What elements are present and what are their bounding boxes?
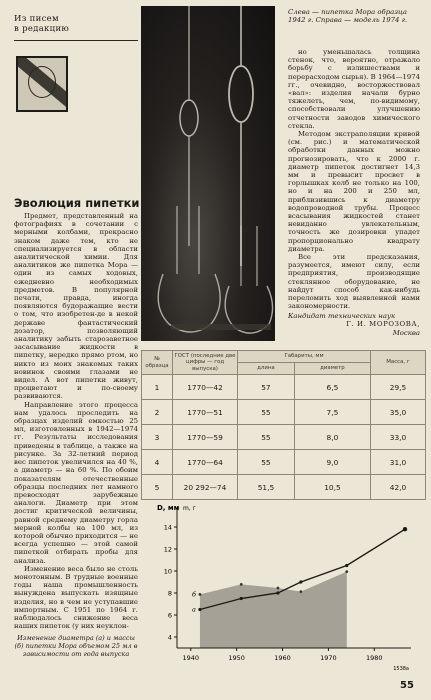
chart-caption: Изменение диаметра (а) и массы (б) пипетки Мора объемом 25 мл в зависимости от года выпуска xyxy=(14,634,138,658)
x-tick-label: 1940 xyxy=(182,654,200,662)
chart-credit: 1538а xyxy=(393,666,409,672)
rubric-line-2: в редакцию xyxy=(14,24,70,34)
table-row xyxy=(142,375,426,400)
header-dims: Габариты, мм xyxy=(238,351,371,363)
rubric xyxy=(14,14,69,34)
paragraph: Методом экстраполяции кривой (см. рис.) и математической обработки данных можно прогнозировать, что к 2000 г. диаметр пипеток достигнет 14,3 мм и превысит просвет в горлышках колб не только на 100, но и на 200 и 250 мл, приблизившись к диаметру водопроводной трубы. Процесс всасывания жидкостей станет невиданно увлекательным, точность же дозировки упадет пропорционально квадрату диаметра. xyxy=(288,130,420,253)
cell-mass: 42,0 xyxy=(371,475,426,500)
table-row xyxy=(142,475,426,500)
photo-caption: Слева — пипетка Мора образца 1942 г. Справа — модель 1974 г. xyxy=(288,8,408,25)
rubric-line-1: Из писем xyxy=(14,14,59,24)
y-tick-label: 4 xyxy=(167,633,172,642)
pipettes-illustration xyxy=(141,6,275,341)
cell-gost: 20 292—74 xyxy=(173,475,238,500)
cell-mass: 35,0 xyxy=(371,400,426,425)
cell-diameter: 9,0 xyxy=(294,450,370,475)
paragraph: Предмет, представленный на фотографиях в сочетании с мерными колбами, прекрасно знаком даже тем, кто не специализируется в области аналитической химии. Для аналитиков же пипетка Мора — один из самых ходовых, ежедневно необходимых предметов. В популярной печати, правда, иногда появляются будоражащие вести о том, что изобретен-де в некой державе фантастический дозатор, позволяющий аналитику забыть старозаветное засасывание жидкости в пипетку, нередко прямо ртом, но никто из моих знакомых таких новинок своими глазами не видел. А вот пипетки живут, процветают и по-своему развиваются. xyxy=(14,212,138,401)
cell-no: 1 xyxy=(142,375,173,400)
table-row xyxy=(142,400,426,425)
cell-no: 5 xyxy=(142,475,173,500)
cell-diameter: 6,5 xyxy=(294,375,370,400)
cell-length: 51,5 xyxy=(238,475,295,500)
header-gost: ГОСТ (последние две цифры — год выпуска) xyxy=(173,351,238,375)
series-label-a: а xyxy=(191,605,196,614)
mass-point xyxy=(277,587,280,590)
x-tick-label: 1960 xyxy=(274,654,291,662)
diameter-point xyxy=(276,591,279,594)
author-signature xyxy=(288,312,420,337)
rubric-emblem-icon xyxy=(16,56,68,112)
diameter-point xyxy=(240,597,243,600)
article-body-right xyxy=(288,48,420,311)
header-no: № образца xyxy=(142,351,173,375)
paragraph: Все эти предсказания, разумеется, имеют силу, если предприятия, производящие стеклянное оборудование, не найдут способ как-нибудь переломить ход выявленной нами закономерности. xyxy=(288,253,420,311)
x-tick-label: 1970 xyxy=(320,654,337,662)
diameter-point xyxy=(198,608,201,611)
y-axis-label: D, мм xyxy=(157,504,180,512)
mass-point xyxy=(299,590,302,593)
cell-length: 57 xyxy=(238,375,295,400)
mass-point xyxy=(240,583,243,586)
cell-gost: 1770—64 xyxy=(173,450,238,475)
mass-area xyxy=(200,572,347,648)
cell-length: 55 xyxy=(238,450,295,475)
cell-diameter: 8,0 xyxy=(294,425,370,450)
y-tick-label: 12 xyxy=(163,545,172,554)
y-tick-label: 8 xyxy=(167,589,172,598)
x-tick-label: 1950 xyxy=(228,654,245,662)
cell-mass: 33,0 xyxy=(371,425,426,450)
cell-mass: 31,0 xyxy=(371,450,426,475)
y-tick-label: 10 xyxy=(163,567,172,576)
paragraph: Изменение веса было не столь монотонным. В трудные военные годы наша промышленность вынуждена выпускать изящные изделия, но в чем не уступавшие импортным. С 1951 по 1964 г. наблюдалось снижение веса наших пипеток (у них неуклон- xyxy=(14,564,138,631)
page-number: 55 xyxy=(400,680,414,691)
y-tick-label: 14 xyxy=(163,523,172,532)
paragraph: но уменьшалась толщина стенок, что, вероятно, отражало борьбу с излишествами и перерасходом сырья). В 1964—1974 гг., очевидно, восторжествовал «вал»: изделия начали бурно тяжелеть, чем, по-видимому, способствовали улучшению отчетности заводов химического стекла. xyxy=(288,48,420,130)
cell-no: 4 xyxy=(142,450,173,475)
cell-gost: 1770—59 xyxy=(173,425,238,450)
cell-mass: 29,5 xyxy=(371,375,426,400)
x-tick-label: 1980 xyxy=(366,654,383,662)
mass-point xyxy=(199,593,202,596)
header-length: длина xyxy=(238,363,295,375)
y-tick-label: 6 xyxy=(167,611,172,620)
pipette-table xyxy=(141,350,426,500)
rubric-divider xyxy=(14,40,138,41)
author-name: Г. И. МОРОЗОВА, xyxy=(346,320,420,329)
y-axis-right-label: m, г xyxy=(183,505,196,512)
cell-gost: 1770—42 xyxy=(173,375,238,400)
table-row xyxy=(142,425,426,450)
cell-length: 55 xyxy=(238,425,295,450)
cell-no: 2 xyxy=(142,400,173,425)
cell-diameter: 7,5 xyxy=(294,400,370,425)
author-city: Москва xyxy=(392,328,420,337)
diameter-mass-chart xyxy=(141,498,426,678)
cell-diameter: 10,5 xyxy=(294,475,370,500)
series-label-b: б xyxy=(191,590,196,599)
cell-gost: 1770—51 xyxy=(173,400,238,425)
header-diameter: диаметр xyxy=(294,363,370,375)
article-title: Эволюция пипетки xyxy=(14,196,140,210)
mass-point xyxy=(345,570,348,573)
cell-length: 55 xyxy=(238,400,295,425)
paragraph: Направление этого процесса нам удалось проследить на образцах изделий емкостью 25 мл, изготовленных в 1942—1974 гг. Результаты исследования приведены в таблице, а также на рисунке. За 32-летний период вес пипеток увеличился на 40 %, а диаметр — на 60 %. По обоим показателям отечественные образцы последних лет намного превосходят зарубежные аналоги. Диаметр при этом достиг критической величины, равной среднему диаметру горла мерной колбы на 100 мл, из которой обычно приходится — не всегда успешно — этой самой пипеткой отбирать пробы для анализа. xyxy=(14,400,138,565)
article-body-left xyxy=(14,212,138,630)
diameter-point xyxy=(345,564,348,567)
diameter-point-forecast xyxy=(403,527,407,531)
author-title: Кандидат технических наук xyxy=(288,312,396,320)
header-mass: Масса, г xyxy=(371,351,426,375)
diameter-point xyxy=(299,580,302,583)
pipettes-photo xyxy=(141,6,275,341)
table-row xyxy=(142,450,426,475)
cell-no: 3 xyxy=(142,425,173,450)
